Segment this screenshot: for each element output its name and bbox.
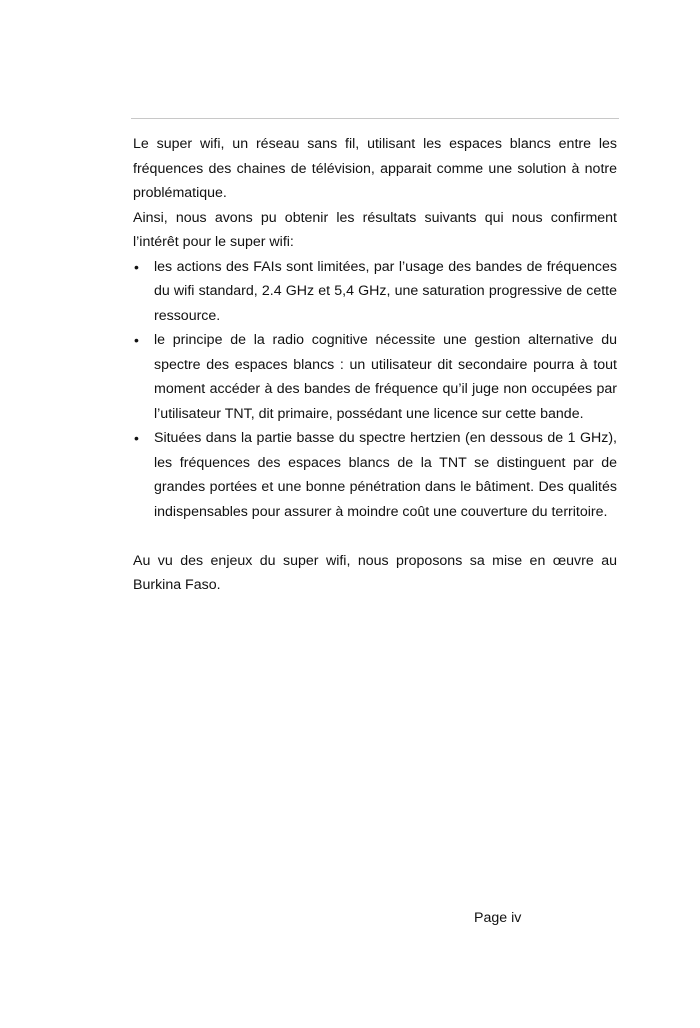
list-item-text: le principe de la radio cognitive nécessite une gestion alternative du spectre des espaces blancs : un utilisateur dit secondaire pourra à tout moment accéder à des bandes de fréquence qu’il juge non occupées par l’utilisateur TNT, dit primaire, possédant une licence sur cette bande. [154,332,617,422]
bullet-icon: • [134,430,139,446]
bullet-icon: • [134,258,139,275]
list-item [133,255,617,329]
list-item [133,426,617,524]
list-item-text: les actions des FAIs sont limitées, par l’usage des bandes de fréquences du wifi standard, 2.4 GHz et 5,4 GHz, une saturation progressive de cette ressource. [154,258,617,324]
header-rule [131,118,619,119]
bullet-icon: • [134,332,139,348]
results-list [133,255,617,525]
list-item [133,328,617,426]
page-body [133,132,617,598]
intro-paragraph: Le super wifi, un réseau sans fil, utilisant les espaces blancs entre les fréquences des chaines de télévision, apparait comme une solution à notre problématique. [133,136,617,201]
conclusion-paragraph: Au vu des enjeux du super wifi, nous proposons sa mise en œuvre au Burkina Faso. [133,552,617,593]
list-item-text: Situées dans la partie basse du spectre hertzien (en dessous de 1 GHz), les fréquences des espaces blancs de la TNT se distinguent par de grandes portées et une bonne pénétration dans le bâtiment. Des qualités indispensables pour assurer à moindre coût une couverture du territoire. [154,430,617,520]
page-number: Page iv [474,910,522,926]
paragraph-spacer [133,524,617,549]
results-intro-paragraph: Ainsi, nous avons pu obtenir les résultats suivants qui nous confirment l’intérêt pour le super wifi: [133,209,617,250]
